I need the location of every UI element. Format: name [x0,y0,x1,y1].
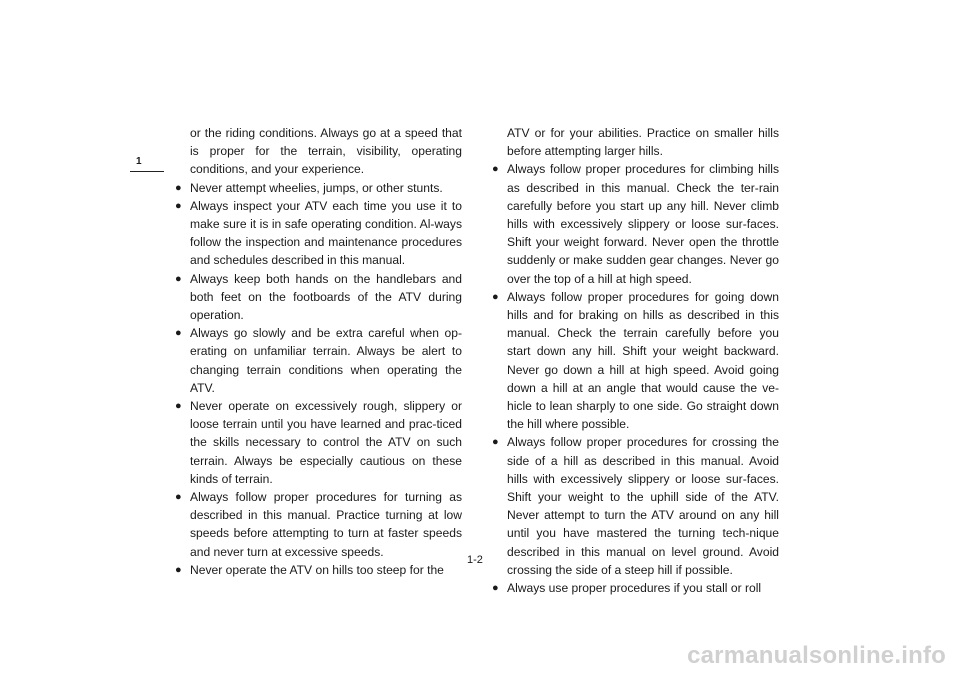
bullet-dot-icon: ● [492,163,499,176]
bullet-text: Never operate the ATV on hills too steep for the [190,562,444,577]
bullet-item [175,397,462,488]
bullet-item [175,324,462,397]
chapter-tab [130,152,164,172]
bullet-item [492,160,779,287]
bullet-text: Always follow proper procedures for crossing the side of a hill as described in this manual. Avoid hills with excessively slippery or loose sur-faces. Shift your weight to the uphill side of the ATV. Never attempt to turn the ATV around on any hill until you have mastered the turning tech-nique described in this manual on level ground. Avoid crossing the side of a steep hill if possible. [507,435,779,577]
bullet-item [175,488,462,561]
bullet-item [492,433,779,579]
right-intro-paragraph: ATV or for your abilities. Practice on smaller hills before attempting larger hills. [507,126,779,159]
bullet-item [492,288,779,434]
chapter-number: 1 [136,156,142,167]
bullet-dot-icon: ● [175,272,182,285]
bullet-text: Always go slowly and be extra careful when op-erating on unfamiliar terrain. Always be alert to changing terrain conditions when operating the ATV. [190,326,462,395]
bullet-text: Always use proper procedures if you stall or roll [507,581,762,596]
bullet-text: Never attempt wheelies, jumps, or other stunts. [190,180,443,195]
bullet-dot-icon: ● [492,436,499,449]
bullet-text: Always follow proper procedures for going down hills and for braking on hills as described in this manual. Check the terrain carefully before you start down any hill. Shift your weight backward. Never go down a hill at high speed. Avoid going down a hill at an angle that would cause the ve-hicle to lean sharply to one side. Go straight down the hill where possible. [507,289,779,432]
bullet-dot-icon: ● [175,327,182,340]
bullet-text: Always follow proper procedures for climbing hills as described in this manual. Check the ter-rain carefully before you start up any hill. Never climb hills with excessively slippery or loose sur-faces. Shift your weight forward. Never open the throttle suddenly or make sudden gear changes. Never go over the top of a hill at high speed. [507,162,779,286]
page-number: 1-2 [467,554,483,566]
bullet-dot-icon: ● [492,290,499,303]
bullet-text: Always inspect your ATV each time you use it to make sure it is in safe operating condition. Al-ways follow the inspection and maintenance procedures and schedules described in this manual. [190,198,462,268]
bullet-text: Always keep both hands on the handlebars and both feet on the footboards of the ATV during operation. [190,271,462,323]
left-column [175,124,462,579]
bullet-item [175,270,462,325]
bullet-item [175,179,462,197]
bullet-item [175,561,462,579]
bullet-item [492,579,779,597]
left-intro-paragraph: or the riding conditions. Always go at a speed that is proper for the terrain, visibility, operating conditions, and your experience. [190,126,462,177]
bullet-dot-icon: ● [175,491,182,504]
bullet-dot-icon: ● [175,563,182,576]
bullet-dot-icon: ● [175,181,182,194]
bullet-dot-icon: ● [492,582,499,595]
bullet-text: Always follow proper procedures for turning as described in this manual. Practice turning at low speeds before attempting to turn at faster speeds and never turn at excessive speeds. [190,490,462,559]
bullet-dot-icon: ● [175,400,182,413]
bullet-item [175,197,462,270]
watermark: carmanualsonline.info [687,642,946,669]
right-column [492,124,779,597]
bullet-text: Never operate on excessively rough, slippery or loose terrain until you have learned and prac-ticed the skills necessary to control the ATV on such terrain. Always be especially cautious on these kinds of terrain. [190,399,462,486]
bullet-dot-icon: ● [175,199,182,212]
